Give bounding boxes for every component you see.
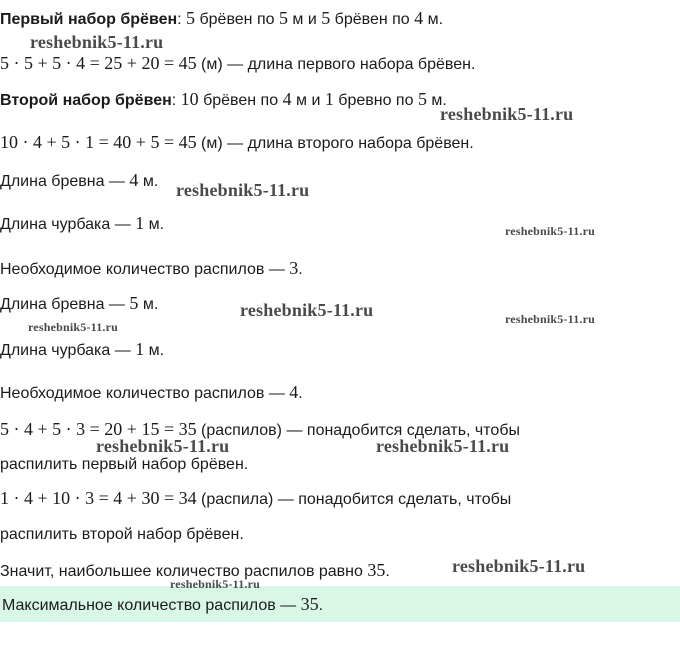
first-set-cuts-calculation: 5 · 4 + 5 · 3 = 20 + 15 = 35 (распилов) — понадобится сделать, чтобы xyxy=(0,419,520,439)
watermark: reshebnik5-11.ru xyxy=(440,104,574,124)
watermark: reshebnik5-11.ru xyxy=(30,32,164,52)
first-set-label: Первый набор брёвен xyxy=(0,11,178,28)
watermark: reshebnik5-11.ru xyxy=(505,312,595,326)
cuts-needed-second: Необходимое количество распилов — 4. xyxy=(0,382,303,402)
watermark: reshebnik5-11.ru xyxy=(452,556,586,576)
second-set-label: Второй набор брёвен xyxy=(0,92,172,109)
second-set-description: Второй набор брёвен: 10 брёвен по 4 м и 1 бревно по 5 м. xyxy=(0,89,447,109)
first-set-description: Первый набор брёвен: 5 брёвен по 5 м и 5 брёвен по 4 м. xyxy=(0,8,444,28)
answer-text: Максимальное количество распилов — 35. xyxy=(2,594,324,614)
watermark: reshebnik5-11.ru xyxy=(176,180,310,200)
log-length-second: Длина бревна — 5 м. xyxy=(0,293,159,313)
first-set-cuts-expression: 5 · 4 + 5 · 3 = 20 + 15 = 35 xyxy=(0,419,197,439)
second-set-cuts-continuation: распилить второй набор брёвен. xyxy=(0,526,244,543)
first-set-expression: 5 · 5 + 5 · 4 = 25 + 20 = 45 xyxy=(0,53,197,73)
first-set-length-calculation: 5 · 5 + 5 · 4 = 25 + 20 = 45 (м) — длина первого набора брёвен. xyxy=(0,53,476,73)
conclusion: Значит, наибольшее количество распилов равно 35. xyxy=(0,560,390,580)
watermark: reshebnik5-11.ru xyxy=(505,224,595,238)
watermark: reshebnik5-11.ru xyxy=(96,436,230,456)
second-set-expression: 10 · 4 + 5 · 1 = 40 + 5 = 45 xyxy=(0,132,197,152)
answer-box xyxy=(0,586,680,622)
second-set-length-calculation: 10 · 4 + 5 · 1 = 40 + 5 = 45 (м) — длина второго набора брёвен. xyxy=(0,132,474,152)
log-length-first: Длина бревна — 4 м. xyxy=(0,170,159,190)
watermark: reshebnik5-11.ru xyxy=(170,577,260,591)
watermark: reshebnik5-11.ru xyxy=(376,436,510,456)
watermark: reshebnik5-11.ru xyxy=(28,320,118,334)
first-set-cuts-continuation: распилить первый набор брёвен. xyxy=(0,456,249,473)
second-set-cuts-calculation: 1 · 4 + 10 · 3 = 4 + 30 = 34 (распила) — понадобится сделать, чтобы xyxy=(0,488,512,508)
cuts-needed-first: Необходимое количество распилов — 3. xyxy=(0,258,303,278)
second-set-cuts-expression: 1 · 4 + 10 · 3 = 4 + 30 = 34 xyxy=(0,488,197,508)
block-length-second: Длина чурбака — 1 м. xyxy=(0,339,165,359)
block-length-first: Длина чурбака — 1 м. xyxy=(0,213,165,233)
watermark: reshebnik5-11.ru xyxy=(240,300,374,320)
